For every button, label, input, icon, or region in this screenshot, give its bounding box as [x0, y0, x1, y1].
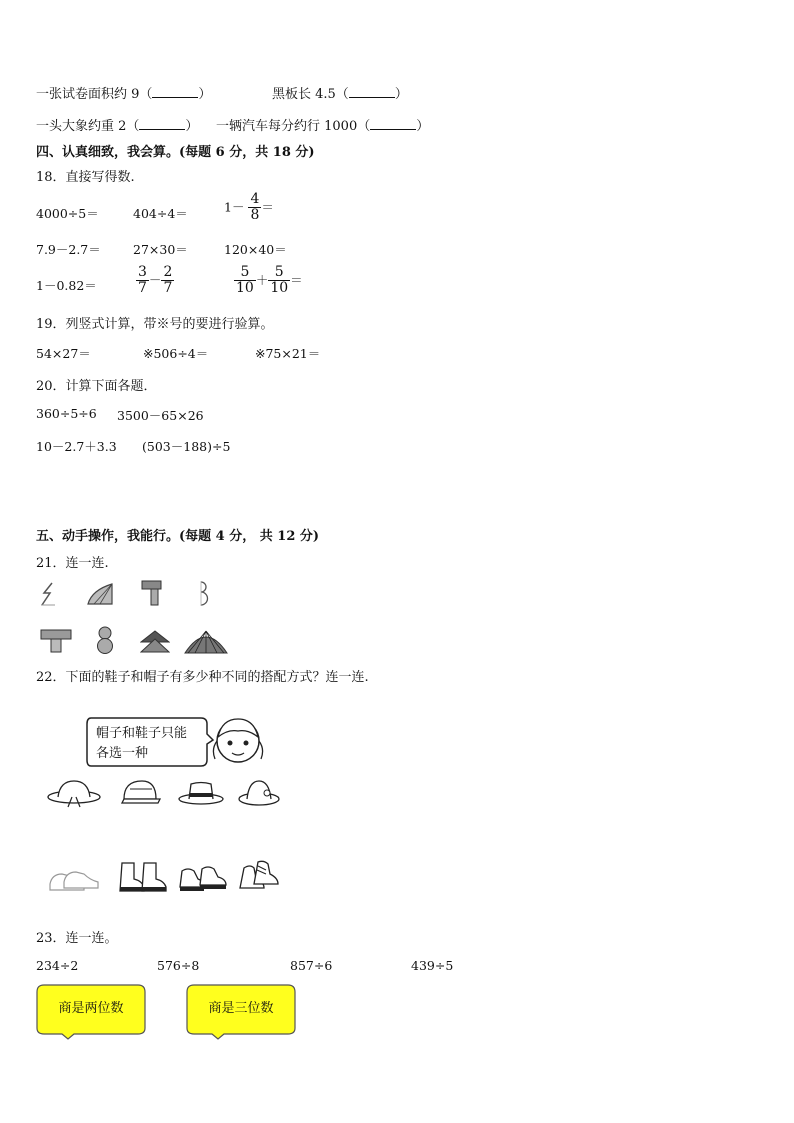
q19-title: 19．列竖式计算，带※号的要进行验算。 [36, 317, 274, 332]
q19-e3: ※75×21＝ [255, 346, 321, 361]
q19-e2: ※506÷4＝ [143, 346, 209, 361]
paren-close: ） [416, 119, 430, 134]
umbrella-icon [183, 629, 229, 655]
cap-icon [118, 777, 162, 809]
flower-hat-icon [237, 777, 281, 809]
q18-title: 18．直接写得数. [36, 170, 135, 185]
q20-e2: 3500－65×26 [117, 408, 204, 423]
equals-sign: ＝ [261, 199, 274, 215]
q18-r2c1: 7.9－2.7＝ [36, 242, 101, 257]
denominator: 7 [163, 280, 173, 297]
fill-blank-q2-text: 黑板长 4.5（ [272, 87, 349, 102]
fraction [161, 265, 174, 297]
q18-r1c3 [224, 192, 274, 224]
half-snowman-icon [193, 579, 209, 607]
speech-line-1: 帽子和鞋子只能 [96, 726, 188, 741]
numerator: 4 [250, 191, 260, 207]
q18-r2c2: 27×30＝ [133, 242, 188, 257]
expr-prefix: 1－ [224, 199, 245, 215]
half-lightning-icon [38, 581, 58, 607]
answer-blank[interactable] [152, 86, 198, 98]
girl-icon [210, 713, 266, 769]
answer-blank[interactable] [139, 118, 185, 130]
paren-close: ） [198, 87, 212, 102]
equals-sign: ＝ [290, 272, 303, 288]
denominator: 8 [250, 207, 260, 224]
q20-e4: (503－188)÷5 [142, 439, 231, 454]
q18-r3c1: 1－0.82＝ [36, 278, 97, 293]
numerator: 5 [268, 265, 290, 281]
q20-e3: 10－2.7＋3.3 [36, 439, 117, 454]
fedora-icon [177, 779, 225, 807]
numerator: 5 [234, 265, 256, 281]
section5-title: 五、动手操作，我能行。(每题 4 分， 共 12 分) [36, 529, 320, 544]
q23-e4: 439÷5 [411, 958, 454, 973]
fill-blank-q3-text: 一头大象约重 2（ [36, 119, 140, 134]
denominator: 7 [138, 280, 147, 297]
q20-e1: 360÷5÷6 [36, 406, 97, 421]
sneakers-icon [46, 866, 102, 894]
fill-blank-q4-text: 一辆汽车每分约行 1000（ [216, 119, 371, 134]
q18-r1c1: 4000÷5＝ [36, 206, 99, 221]
tree-icon [40, 626, 72, 654]
denominator: 10 [270, 280, 289, 297]
fill-blank-q1 [36, 83, 211, 102]
q23-e3: 857÷6 [290, 958, 333, 973]
answer-box-two-digit[interactable]: 商是两位数 [58, 1001, 124, 1016]
answer-blank[interactable] [349, 86, 395, 98]
fraction [234, 265, 256, 297]
fraction [136, 265, 149, 297]
hiking-shoes-icon [176, 861, 228, 895]
q20-title: 20．计算下面各题． [36, 379, 157, 394]
fill-blank-q3 [36, 115, 198, 134]
snowman-icon [95, 625, 115, 655]
answer-box-three-digit[interactable]: 商是三位数 [208, 1001, 274, 1016]
denominator: 10 [236, 280, 254, 297]
q21-title: 21．连一连. [36, 556, 109, 571]
answer-blank[interactable] [370, 118, 416, 130]
paren-close: ） [185, 119, 199, 134]
q23-e1: 234÷2 [36, 958, 79, 973]
q19-e1: 54×27＝ [36, 346, 91, 361]
q22-title: 22．下面的鞋子和帽子有多少种不同的搭配方式？连一连. [36, 670, 369, 685]
fill-blank-q4 [216, 115, 429, 134]
q18-r1c2: 404÷4＝ [133, 206, 188, 221]
high-top-shoes-icon [236, 858, 280, 896]
numerator: 2 [163, 264, 173, 280]
operator: － [148, 272, 162, 288]
fill-blank-q2 [272, 83, 408, 102]
fill-blank-q1-text: 一张试卷面积约 9（ [36, 87, 153, 102]
double-arrow-icon [140, 630, 170, 654]
half-tree-icon [140, 579, 162, 607]
half-umbrella-icon [86, 580, 114, 606]
paren-close: ） [394, 87, 408, 102]
q23-e2: 576÷8 [157, 958, 200, 973]
fraction [248, 192, 261, 224]
sun-hat-icon [46, 777, 102, 809]
fraction [268, 265, 290, 297]
operator: ＋ [255, 272, 269, 288]
section4-title: 四、认真细致，我会算。(每题 6 分，共 18 分) [36, 145, 315, 160]
numerator: 3 [138, 264, 147, 280]
q18-r2c3: 120×40＝ [224, 242, 287, 257]
boots-icon [116, 859, 170, 895]
speech-line-2: 各选一种 [96, 746, 149, 761]
q18-r3c2 [136, 265, 174, 297]
q23-title: 23．连一连。 [36, 931, 118, 946]
q18-r3c3 [234, 265, 303, 297]
